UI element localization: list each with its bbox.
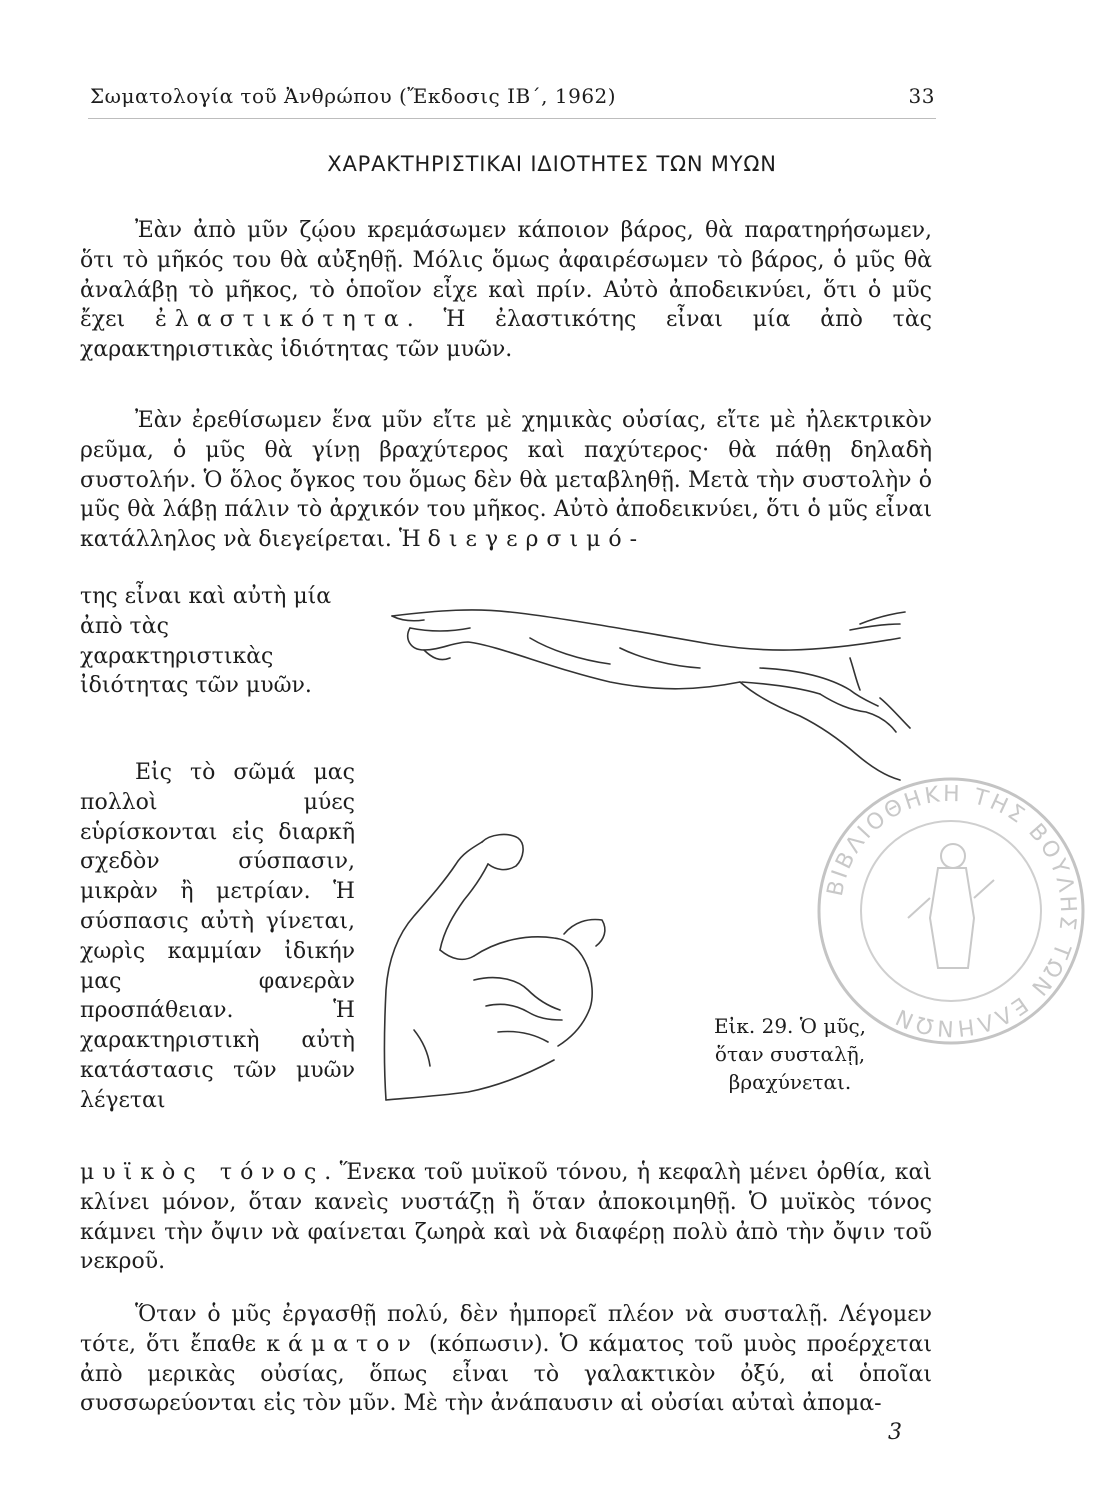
- paragraph-muscle-tone: [80, 758, 355, 1116]
- paragraph-excitability: [80, 406, 932, 555]
- svg-text:ΒΙΒΛΙΟΘΗΚΗ ΤΗΣ ΒΟΥΛΗΣ ΤΩΝ ΕΛΛΗ: ΒΙΒΛΙΟΘΗΚΗ ΤΗΣ ΒΟΥΛΗΣ ΤΩΝ ΕΛΛΗΝΩΝ: [822, 781, 1081, 1041]
- emphasized-term: ἐλαστικότητα: [154, 307, 407, 333]
- paragraph-text: Ἐὰν ἐρεθίσωμεν ἕνα μῦν εἴτε μὲ χημικὰς οὐσίας, εἴτε μὲ ἠλεκτρικὸν ρεῦμα, ὁ μῦς θὰ γίνῃ βραχύτερος καὶ παχύτερος· θὰ πάθῃ δηλαδὴ συστολήν. Ὁ ὅλος ὄγκος του ὅμως δὲν θὰ μεταβληθῇ. Μετὰ τὴν συστολὴν ὁ μῦς θὰ λάβῃ πάλιν τὸ ἀρχικόν του μῆκος. Αὐτὸ ἀποδεικνύει, ὅτι ὁ μῦς εἶναι κατάλληλος νὰ διεγείρεται. Ἡ: [80, 408, 932, 553]
- running-title: Σωματολογία τοῦ Ἀνθρώπου (Ἔκδοσις ΙΒ΄, 1962): [90, 84, 617, 108]
- section-title: ΧΑΡΑΚΤΗΡΙΣΤΙΚΑΙ ΙΔΙΟΤΗΤΕΣ ΤΩΝ ΜΥΩΝ: [327, 152, 777, 176]
- page-number: 33: [908, 84, 935, 108]
- paragraph-fatigue: [80, 1300, 932, 1419]
- emphasized-term: κάματον: [266, 1331, 419, 1357]
- running-header: [90, 84, 935, 108]
- paragraph-text: Ἐὰν ἀπὸ μῦν ζῴου κρεμάσωμεν κάποιον βάρος, θὰ παρατηρήσωμεν, ὅτι τὸ μῆκός του θὰ αὐξηθῇ. Μόλις ὅμως ἀφαιρέσωμεν τὸ βάρος, ὁ μῦς θὰ ἀναλάβῃ τὸ μῆκος, τὸ ὁποῖον εἶχε καὶ πρίν. Αὐτὸ ἀποδεικνύει, ὅτι ὁ μῦς ἔχει: [80, 218, 932, 333]
- paragraph-text: . Ἕνεκα τοῦ μυϊκοῦ τόνου, ἡ κεφαλὴ μένει ὀρθία, καὶ κλίνει μόνον, ὅταν κανεὶς νυστάζῃ ἢ ὅταν ἀποκοιμηθῇ. Ὁ μυϊκὸς τόνος κάμνει τὴν ὄψιν νὰ φαίνεται ζωηρὰ καὶ νὰ διαφέρῃ πολὺ ἀπὸ τὴν ὄψιν τοῦ νεκροῦ.: [80, 1160, 932, 1275]
- caption-line: Εἰκ. 29. Ὁ μῦς,: [713, 1014, 867, 1038]
- paragraph-excitability-continued: της εἶναι καὶ αὐτὴ μία ἀπὸ τὰς χαρακτηριστικὰς ἰδιότητας τῶν μυῶν.: [80, 584, 332, 699]
- paragraph-text: Εἰς τὸ σῶμά μας πολλοὶ μύες εὑρίσκονται εἰς διαρκῆ σχεδὸν σύσπασιν, μικρὰν ἢ μετρίαν. Ἡ σύσπασις αὐτὴ γίνεται, χωρὶς καμμίαν ἰδικήν μας φανερὰν προσπάθειαν. Ἡ χαρακτηριστικὴ αὐτὴ κατάστασις τῶν μυῶν λέγεται: [80, 760, 355, 1113]
- paragraph-text: . Ὁ κάματος τοῦ μυὸς προέρχεται ἀπὸ μερικὰς οὐσίας, ὅπως εἶναι τὸ γαλακτικὸν ὀξύ, αἱ ὁποῖαι συσσωρεύονται εἰς τὸν μῦν. Μὲ τὴν ἀνάπαυσιν αἱ οὐσίαι αὐταὶ ἀπομα-: [80, 1331, 933, 1417]
- paragraph-text: . Ἡ ἐλαστικότης εἶναι μία ἀπὸ τὰς χαρακτηριστικὰς ἰδιότητας τῶν μυῶν.: [80, 307, 932, 363]
- paragraph-muscle-tone-continued: [80, 1158, 932, 1277]
- paragraph-elasticity: [80, 216, 932, 365]
- caption-line: βραχύνεται.: [728, 1070, 852, 1094]
- emphasized-term: διεγερσιμό-: [427, 527, 646, 553]
- library-stamp: [808, 768, 1094, 1054]
- illustration-flexed-arm: [378, 830, 678, 1110]
- printer-signature: 3: [888, 1420, 902, 1445]
- header-rule: [88, 118, 936, 119]
- paragraph-text: Ὅταν ὁ μῦς ἐργασθῇ πολύ, δὲν ἠμπορεῖ πλέον νὰ συσταλῇ. Λέγομεν τότε, ὅτι ἔπαθε: [80, 1302, 932, 1357]
- emphasized-term: μυϊκὸς τόνος: [80, 1160, 325, 1185]
- caption-line: ὅταν συσταλῇ,: [714, 1042, 866, 1066]
- paragraph-parenthetical: (κόπωσιν): [428, 1331, 543, 1357]
